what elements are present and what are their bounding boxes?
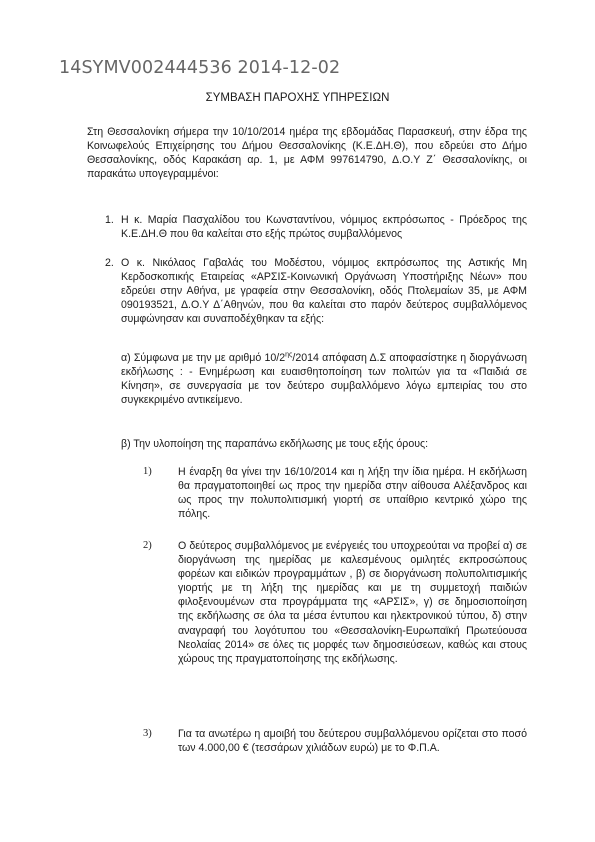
- term-text: Ο δεύτερος συμβαλλόμενος με ενέργειές του υποχρεούται να προβεί α) σε διοργάνωση της ημερίδας με καλεσμένους ομιλητές εκπροσώπους φορέων και ειδικών προγραμμάτων , β) σε διοργάνωση πολυπολιτισμικής γιορτής με τη λήξη της ημερίδας και με τη συμμετοχή παιδιών φιλοξενουμένων στα προγράμματα της «ΑΡΣΙΣ», γ) σε δημοσιοποίηση της εκδήλωσης σε όλα τα μέσα έντυπου και ηλεκτρονικού τύπου, δ) στην αναγραφή του λογότυπου του «Θεσσαλονίκη-Ευρωπαϊκή Πρωτεύουσα Νεολαίας 2014» σε όλες τις μορφές των δημοσιεύσεων, καθώς και στους χώρους της πραγματοποίησης της εκδήλωσης.: [178, 540, 527, 665]
- party-text: Ο κ. Νικόλαος Γαβαλάς του Μοδέστου, νόμιμος εκπρόσωπος της Αστικής Μη Κερδοσκοπικής Εταιρείας «ΑΡΣΙΣ-Κοινωνική Οργάνωση Υποστήριξης Νέων» που εδρεύει στην Αθήνα, με γραφεία στην Θεσσαλονίκη, οδός Πτολεμαίων 35, με ΑΦΜ 090193521, Δ.Ο.Υ Δ΄Αθηνών, που θα καλείται στο παρόν δεύτερος συμβαλλόμενος συμφώνησαν και συναποδέχθηκαν τα εξής:: [121, 257, 527, 326]
- term-item: [143, 539, 527, 666]
- paragraph-a-start: α) Σύμφωνα με την με αριθμό 10/2: [121, 352, 286, 364]
- party-text: Η κ. Μαρία Πασχαλίδου του Κωνσταντίνου, νόμιμος εκπρόσωπος - Πρόεδρος της Κ.Ε.ΔΗ.Θ που θα καλείται στο εξής πρώτος συμβαλλόμενος: [121, 214, 527, 241]
- document-stamp: 14SYMV002444536 2014-12-02: [59, 58, 341, 78]
- paragraph-b: β) Την υλοποίηση της παραπάνω εκδήλωσης με τους εξής όρους:: [121, 438, 429, 450]
- term-item: [143, 727, 527, 755]
- intro-paragraph: Στη Θεσσαλονίκη σήμερα την 10/10/2014 ημέρα της εβδομάδας Παρασκευή, στην έδρα της Κοινωφελούς Επιχείρησης του Δήμου Θεσσαλονίκης (Κ.Ε.ΔΗ.Θ), που εδρεύει στο Δήμο Θεσσαλονίκης, οδός Καρακάση αρ. 1, με ΑΦΜ 997614790, Δ.Ο.Υ Ζ΄ Θεσσαλονίκης, οι παρακάτω υπογεγραμμένοι:: [87, 126, 527, 181]
- term-item: [143, 465, 527, 521]
- term-text: Για τα ανωτέρω η αμοιβή του δεύτερου συμβαλλόμενου ορίζεται στο ποσό των 4.000,00 € (τεσσάρων χιλιάδων ευρώ) με το Φ.Π.Α.: [178, 728, 527, 755]
- term-number: 1): [143, 466, 152, 477]
- party-item: [87, 213, 527, 241]
- term-number: 3): [143, 728, 152, 739]
- party-number: 2.: [105, 257, 114, 269]
- term-number: 2): [143, 540, 152, 551]
- paragraph-a-rest: /2014 απόφαση Δ.Σ αποφασίστηκε η διοργάνωση εκδήλωσης : - Ενημέρωση και ευαισθητοποίηση των πολιτών για τα «Παιδιά σε Κίνηση», σε συνεργασία με τον δεύτερο συμβαλλόμενο λόγω εμπειρίας του στο συγκεκριμένο αντικείμενο.: [121, 352, 528, 407]
- ordinal-suffix: ης: [285, 351, 293, 359]
- term-text: Η έναρξη θα γίνει την 16/10/2014 και η λήξη την ίδια ημέρα. Η εκδήλωση θα πραγματοποιηθεί ως προς την ημερίδα στην αίθουσα Αλέξανδρος και ως προς την πολυπολιτισμική γιορτή σε υπαίθριο κεντρικό χώρο της πόλης.: [178, 466, 527, 521]
- document-title: ΣΥΜΒΑΣΗ ΠΑΡΟΧΗΣ ΥΠΗΡΕΣΙΩΝ: [205, 92, 390, 104]
- paragraph-a: [121, 351, 527, 407]
- party-number: 1.: [105, 214, 114, 226]
- party-item: [87, 256, 527, 326]
